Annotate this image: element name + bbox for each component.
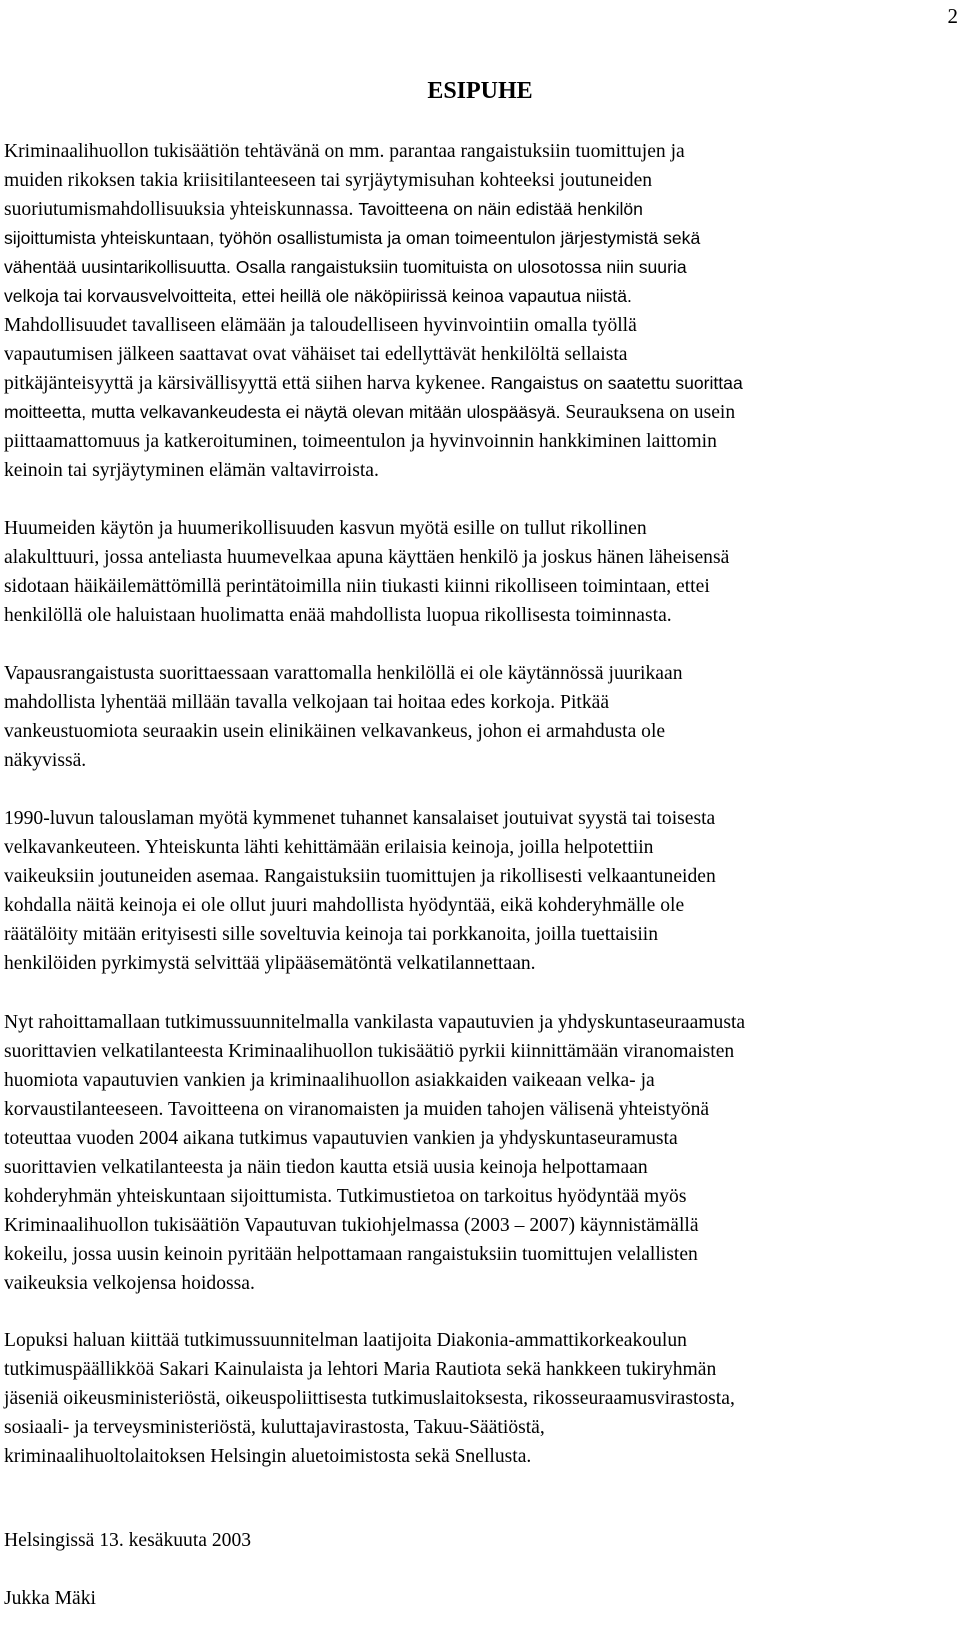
paragraph-1 bbox=[4, 137, 960, 485]
signature-place-date: Helsingissä 13. kesäkuuta 2003 bbox=[4, 1530, 252, 1551]
paragraph-1-part-1: Kriminaalihuollon tukisäätiön tehtävänä on mm. parantaa rangaistuksiin tuomittujen ja muiden rikoksen takia kriisitilanteeseen tai syrjäytymisuhan kohteeksi joutuneiden suoriutumismahdollisuuksia yhteiskunnassa. bbox=[4, 141, 685, 220]
signature-block bbox=[4, 1497, 960, 1642]
paragraph-1-part-4: Rangaistus on saatettu suorittaa moitteetta, mutta velkavankeudesta ei näytä olevan mitään ulospääsyä. bbox=[4, 373, 743, 422]
page-number: 2 bbox=[947, 4, 958, 28]
paragraph-1-part-2: Tavoitteena on näin edistää henkilön sijoittumista yhteiskuntaan, työhön osallistumista ja oman toimeentulon järjestymistä sekä vähentää uusintarikollisuutta. Osalla rangaistuksiin tuomituista on ulosotossa niin suuria velkoja tai korvausvelvoitteita, ettei heillä ole näköpiirissä keinoa vapautua niistä. bbox=[4, 199, 701, 306]
paragraph-3: Vapausrangaistusta suorittaessaan varattomalla henkilöllä ei ole käytännössä juurikaan mahdollista lyhentää millään tavalla velkojaan tai hoitaa edes korkoja. Pitkää vankeustuomiota seuraakin usein elinikäinen velkavankeus, johon ei armahdusta ole näkyvissä. bbox=[4, 663, 683, 771]
paragraph-2: Huumeiden käytön ja huumerikollisuuden kasvun myötä esille on tullut rikollinen alakulttuuri, jossa anteliasta huumevelkaa apuna käyttäen henkilö ja joskus hänen läheisensä sidotaan häikäilemättömillä perintätoimilla niin tiukasti kiinni rikolliseen toimintaan, ettei henkilöllä ole haluistaan huolimatta enää mahdollista luopua rikollisesta toiminnasta. bbox=[4, 518, 730, 626]
paragraph-5: Nyt rahoittamallaan tutkimussuunnitelmalla vankilasta vapautuvien ja yhdyskuntaseuraamusta suorittavien velkatilanteesta Kriminaalihuollon tukisäätiö pyrkii kiinnittämään viranomaisten huomiota vapautuvien vankien ja kriminaalihuollon asiakkaiden vaikeaan velka- ja korvaustilanteeseen. Tavoitteena on viranomaisten ja muiden tahojen välisenä yhteistyönä toteuttaa vuoden 2004 aikana tutkimus vapautuvien vankien ja yhdyskuntaseuramusta suorittavien velkatilanteesta ja näin tiedon kautta etsiä uusia keinoja helpottamaan kohderyhmän yhteiskuntaan sijoittumista. Tutkimustietoa on tarkoitus hyödyntää myös Kriminaalihuollon tukisäätiön Vapautuvan tukiohjelmassa (2003 – 2007) käynnistämällä kokeilu, jossa uusin keinoin pyritään helpottamaan rangaistuksiin tuomittujen velallisten vaikeuksia velkojensa hoidossa. bbox=[4, 1012, 746, 1294]
paragraph-6: Lopuksi haluan kiittää tutkimussuunnitelman laatijoita Diakonia-ammattikorkeakoulun tutkimuspäällikköä Sakari Kainulaista ja lehtori Maria Rautiota sekä hankkeen tukiryhmän jäseniä oikeusministeriöstä, oikeuspoliittisesta tutkimuslaitoksesta, rikosseuraamusvirastosta, sosiaali- ja terveysministeriöstä, kuluttajavirastosta, Takuu-Säätiöstä, kriminaalihuoltolaitoksen Helsingin aluetoimistosta sekä Snellusta. bbox=[4, 1330, 735, 1467]
signature-author: Jukka Mäki bbox=[4, 1588, 96, 1609]
page-title-text: ESIPUHE bbox=[427, 78, 533, 104]
page-title bbox=[0, 76, 960, 106]
paragraph-1-part-5: Seurauksena on usein piittaamattomuus ja katkeroituminen, toimeentulon ja hyvinvoinnin hankkiminen laittomin keinoin tai syrjäytyminen elämän valtavirroista. bbox=[4, 402, 736, 481]
paragraph-4: 1990-luvun talouslaman myötä kymmenet tuhannet kansalaiset joutuivat syystä tai toisesta velkavankeuteen. Yhteiskunta lähti kehittämään erilaisia keinoja, joilla helpotettiin vaikeuksiin joutuneiden asemaa. Rangaistuksiin tuomittujen ja rikollisesti velkaantuneiden kohdalla näitä keinoja ei ole ollut juuri mahdollista hyödyntää, eikä kohderyhmälle ole räätälöity mitään erityisesti sille soveltuvia keinoja tai porkkanoita, joilla tuettaisiin henkilöiden pyrkimystä selvittää ylipääsemätöntä velkatilannettaan. bbox=[4, 808, 716, 974]
paragraph-1-part-3: Mahdollisuudet tavalliseen elämään ja taloudelliseen hyvinvointiin omalla työllä vapautumisen jälkeen saattavat ovat vähäiset tai edellyttävät henkilöltä sellaista pitkäjänteisyyttä ja kärsivällisyyttä että siihen harva kykenee. bbox=[4, 315, 637, 394]
